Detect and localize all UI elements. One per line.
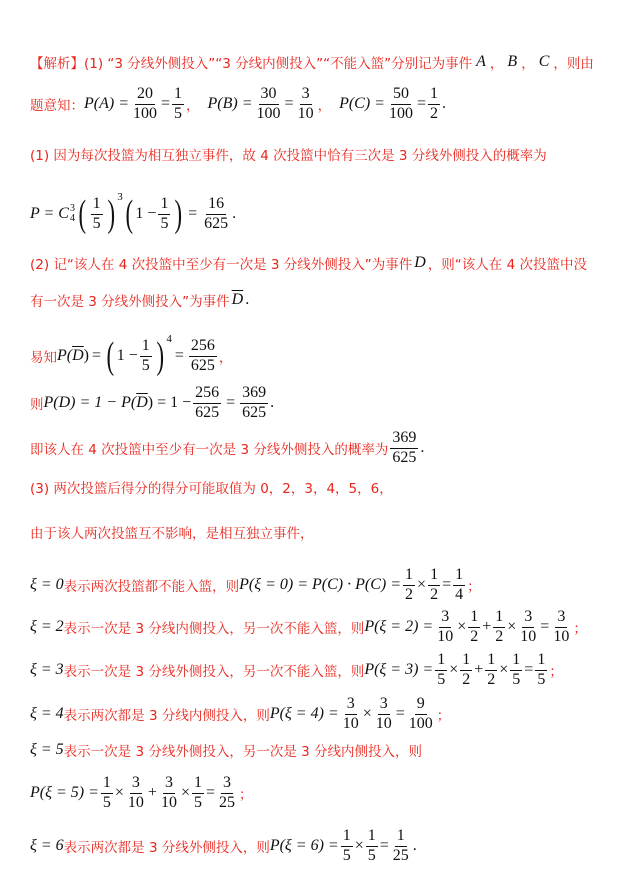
part1-formula: P = C 3 4 ( $\frac{1}{5}$ ) 3 ( 1 − $\frac{1}{5}$ ) = $\frac{16}{625}$ . [30,191,237,235]
intro-line-2: 题意知： P(A) = $\frac{20}{100}$ = $\frac{1}{5}$ ， P(B) = $\frac{30}{100}$ = $\frac{3}{10}$ ， P(C) = $\frac{50}{100}$ = $\frac{1}{2}$ . [30,85,446,122]
xi-0-row: ξ = 0 表示两次投篮都不能入篮，则 P(ξ = 0) = P(C) · P(C) = $\frac{1}{2}$ × $\frac{1}{2}$ = $\frac{1}{4}$ ； [30,566,481,603]
intro-line-1: 【解析】 (1) “3 分线外侧投入”“3 分线内侧投入”“不能入篮”分别记为事件 A ， B ， C ，则由 [30,53,594,72]
part3-independence: 由于该人两次投篮互不影响，是相互独立事件， [30,526,314,542]
prob-c: P(C) = $\frac{50}{100}$ = $\frac{1}{2}$ . [339,85,446,122]
analysis-bracket: 【解析】 [30,56,84,72]
prob-b: P(B) = $\frac{30}{100}$ = $\frac{3}{10}$ [207,85,314,122]
xi-5-row: ξ = 5 表示一次是 3 分线外侧投入，另一次是 3 分线内侧投入，则 [30,741,422,760]
prob-a: P(A) = $\frac{20}{100}$ = $\frac{1}{5}$ [84,85,183,122]
xi-3-row: ξ = 3 表示一次是 3 分线外侧投入，另一次不能入篮，则 P(ξ = 3) = $\frac{1}{5}$ × $\frac{1}{2}$ + $\frac{1}{2}$ × $\frac{1}{5}$ = $\frac{1}{5}$ ； [30,651,563,688]
part2-pd-formula: 则 P(D) = 1 − P( $\overline{D}$ ) = 1 − $\frac{256}{625}$ = $\frac{369}{625}$ . [30,384,275,421]
xi-6-row: ξ = 6 表示两次都是 3 分线外侧投入，则 P(ξ = 6) = $\frac{1}{5}$ × $\frac{1}{5}$ = $\frac{1}{25}$ . [30,827,417,864]
xi-2-row: ξ = 2 表示一次是 3 分线内侧投入，另一次不能入篮，则 P(ξ = 2) = $\frac{3}{10}$ × $\frac{1}{2}$ + $\frac{1}{2}$ × $\frac{3}{10}$ = $\frac{3}{10}$ ； [30,608,587,645]
part2-dbar-formula: 易知 P( $\overline{D}$ ) = ( 1 − $\frac{1}{5}$ ) 4 = $\frac{256}{625}$ ， [30,333,233,377]
xi-4-row: ξ = 4 表示两次都是 3 分线内侧投入，则 P(ξ = 4) = $\frac{3}{10}$ × $\frac{3}{10}$ = $\frac{9}{100}$ ； [30,695,451,732]
part2-conclusion: 即该人在 4 次投篮中至少有一次是 3 分线外侧投入的概率为 $\frac{369}{625}$ . [30,429,425,466]
xi-5-formula: P(ξ = 5) = $\frac{1}{5}$ × $\frac{3}{10}$ + $\frac{3}{10}$ × $\frac{1}{5}$ = $\frac{3}{25}$ ； [30,774,253,811]
part2-line-1: (2) 记“该人在 4 次投篮中至少有一次是 3 分线外侧投入”为事件 D ，则“该人在 4 次投篮中没 [30,254,587,273]
part1-title: (1) 因为每次投篮为相互独立事件，故 4 次投篮中恰有三次是 3 分线外侧投入的概率为 [30,148,547,164]
part3-title: (3) 两次投篮后得分的得分可能取值为 0，2，3，4，5，6， [30,481,393,497]
part2-line-2: 有一次是 3 分线外侧投入”为事件 $\overline{D}$ . [30,291,250,310]
